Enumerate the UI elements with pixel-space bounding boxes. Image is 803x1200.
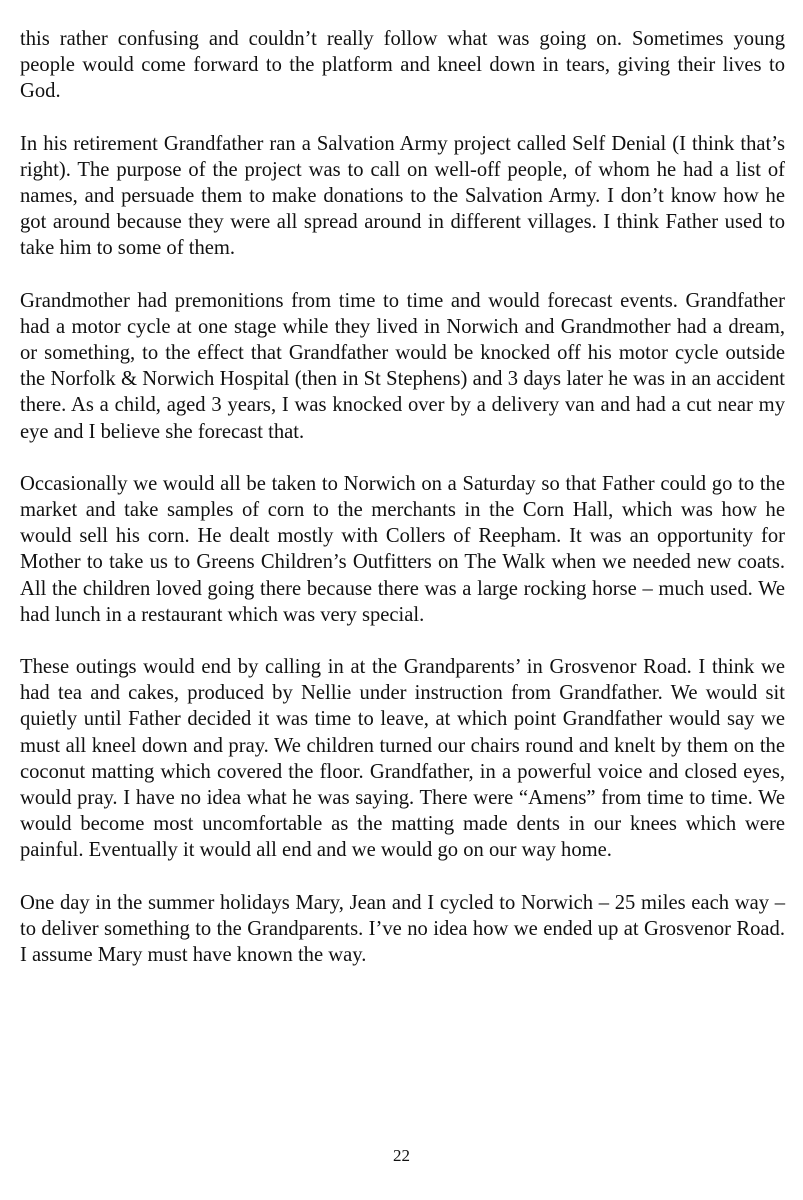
page-number: 22 xyxy=(393,1146,410,1165)
paragraph-2: In his retirement Grandfather ran a Salvation Army project called Self Denial (I think that’s right). The purpose of the project was to call on well-off people, of whom he had a list of names, and persuade them to make donations to the Salvation Army. I don’t know how he got around because they were all spread around in different villages. I think Father used to take him to some of them. xyxy=(20,132,785,260)
paragraph-1: this rather confusing and couldn’t really follow what was going on. Sometimes young people would come forward to the platform and kneel down in tears, giving their lives to God. xyxy=(20,28,785,103)
paragraph-6: One day in the summer holidays Mary, Jean and I cycled to Norwich – 25 miles each way – to deliver something to the Grandparents. I’ve no idea how we ended up at Grosvenor Road. I assume Mary must have known the way. xyxy=(20,891,785,967)
paragraph-4: Occasionally we would all be taken to Norwich on a Saturday so that Father could go to the market and take samples of corn to the merchants in the Corn Hall, which was how he would sell his corn. He dealt mostly with Collers of Reepham. It was an opportunity for Mother to take us to Greens Children’s Outfitters on The Walk when we needed new coats. All the children loved going there because there was a large rocking horse – much used. We had lunch in a restaurant which was very special. xyxy=(20,472,785,626)
paragraph-5: These outings would end by calling in at the Grandparents’ in Grosvenor Road. I think we had tea and cakes, produced by Nellie under instruction from Grandfather. We would sit quietly until Father decided it was time to leave, at which point Grandfather would say we must all kneel down and pray. We children turned our chairs round and knelt by them on the coconut matting which covered the floor. Grandfather, in a powerful voice and closed eyes, would pray. I have no idea what he was saying. There were “Amens” from time to time. We would become most uncomfortable as the matting made dents in our knees which were painful. Eventually it would all end and we would go on our way home. xyxy=(20,656,785,862)
document-body xyxy=(20,26,785,994)
paragraph-3: Grandmother had premonitions from time to time and would forecast events. Grandfather had a motor cycle at one stage while they lived in Norwich and Grandmother had a dream, or something, to the effect that Grandfather would be knocked off his motor cycle outside the Norfolk & Norwich Hospital (then in St Stephens) and 3 days later he was in an accident there. As a child, aged 3 years, I was knocked over by a delivery van and had a cut near my eye and I believe she forecast that. xyxy=(20,289,785,443)
